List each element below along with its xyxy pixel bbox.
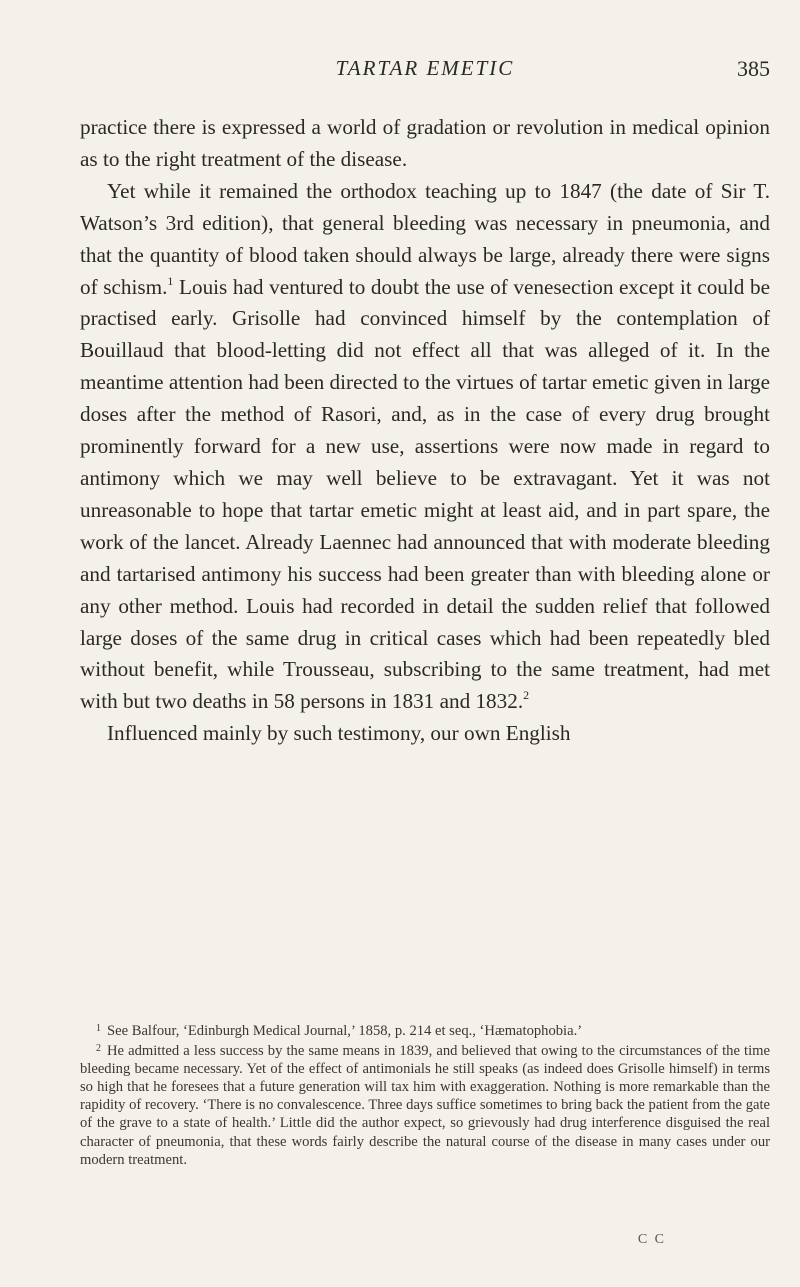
footnote-2	[80, 1040, 770, 1169]
paragraph-text: practice there is expressed a world of gradation or revolution in medical opinion as to the right treatment of the disease.	[80, 115, 770, 171]
footnote-ref: 1	[167, 273, 174, 288]
paragraph-schism	[80, 176, 770, 718]
paragraph-continuation	[80, 112, 770, 176]
footnote-1	[80, 1020, 770, 1040]
page-number: 385	[737, 56, 770, 81]
footnote-mark: 2	[96, 1043, 101, 1055]
running-head	[80, 56, 770, 96]
book-page	[80, 0, 770, 1287]
footnote-text: See Balfour, ‘Edinburgh Medical Journal,’ 1858, p. 214 et seq., ‘Hæmatophobia.’	[107, 1023, 583, 1039]
paragraph-influenced	[80, 718, 770, 750]
paragraph-text: Influenced mainly by such testimony, our own English	[107, 721, 571, 746]
signature-mark: C C	[637, 1232, 666, 1247]
paragraph-text: Louis had ventured to doubt the use of venesection except it could be practised early. Grisolle had convinced himself by the contemplation of Bouillaud that blood-letting did not effect all that was alleged of it. In the meantime attention had been directed to the virtues of tartar emetic given in large doses after the method of Rasori, and, as in the case of every drug brought prominently forward for a new use, assertions were now made in regard to antimony which we may well believe to be extravagant. Yet it was not unreasonable to hope that tartar emetic might at least aid, and in part spare, the work of the lancet. Already Laennec had announced that with moderate bleeding and tartarised antimony his success had been greater than with bleeding alone or any other method. Louis had recorded in detail the sudden relief that followed large doses of the same drug in critical cases which had been repeatedly bled without benefit, while Trousseau, subscribing to the same treatment, had met with but two deaths in 58 persons in 1831 and 1832.	[80, 274, 770, 714]
footnotes	[80, 1020, 770, 1169]
running-title: TARTAR EMETIC	[335, 56, 515, 80]
footnote-ref: 2	[523, 688, 530, 703]
paragraph-text: Yet while it remained the orthodox teaching up to 1847 (the date of Sir T. Watson’s 3rd edition), that general bleeding was necessary in pneumonia, and that the quantity of blood taken should always be large, already there were signs of schism.	[80, 178, 770, 299]
body-text	[80, 112, 770, 750]
footnote-mark: 1	[96, 1023, 101, 1034]
footnote-text: He admitted a less success by the same means in 1839, and believed that owing to the circumstances of the time bleeding became necessary. Yet of the effect of antimonials he still speaks (as indeed does Grisolle himself) in terms so high that he foresees that a future generation will tax him with exaggeration. Nothing is more remarkable than the rapidity of recovery. ‘There is no convalescence. Three days suffice sometimes to bring back the patient from the gate of the grave to a state of health.’ Little did the author expect, so grievously had drug interference disguised the real character of pneumonia, that these words fairly describe the natural course of the disease in many cases under our modern treatment.	[80, 1043, 770, 1168]
